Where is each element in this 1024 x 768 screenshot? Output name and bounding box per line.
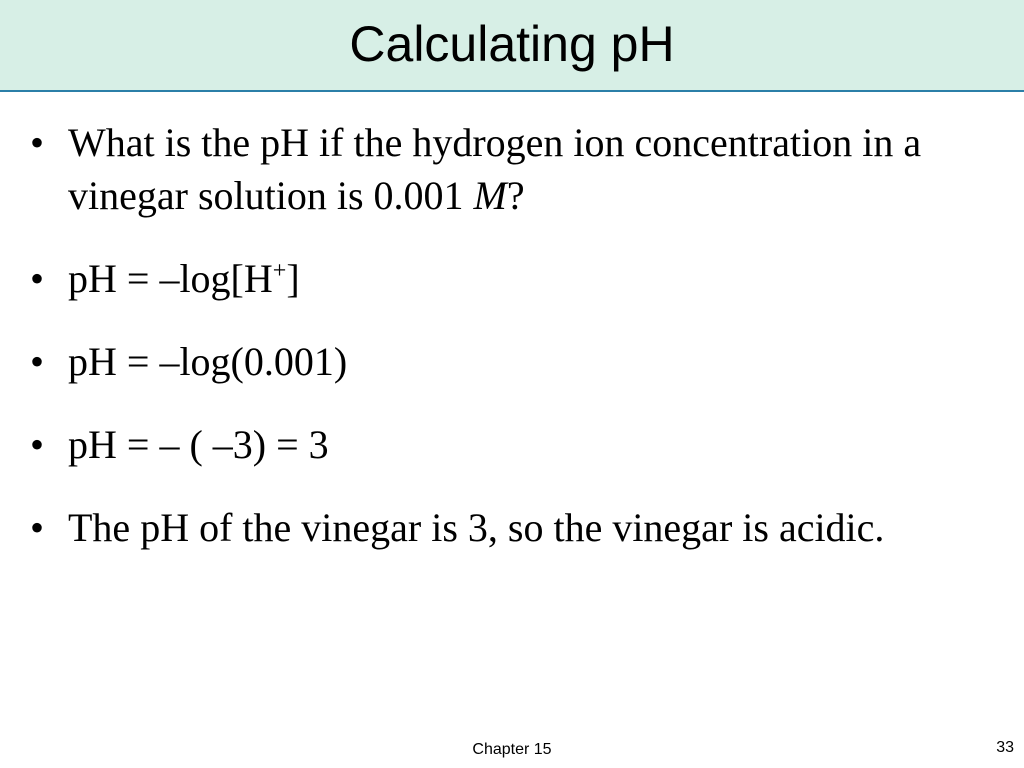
bullet-result [30, 418, 990, 471]
bullet-text: What is the pH if the hydrogen ion concentration in a vinegar solution is 0.001 [68, 120, 922, 218]
bullet-suffix: ] [286, 256, 300, 301]
bullet-question [30, 116, 990, 222]
bullet-substitution [30, 335, 990, 388]
bullet-text: pH = –log[H [68, 256, 273, 301]
bullet-formula [30, 252, 990, 305]
molarity-unit: M [473, 173, 507, 218]
superscript-plus: + [272, 258, 287, 284]
bullet-text: pH = –log(0.001) [68, 339, 348, 384]
bullet-text: pH = – ( –3) = 3 [68, 422, 329, 467]
title-bar [0, 0, 1024, 92]
bullet-suffix: ? [506, 173, 525, 218]
slide-title: Calculating pH [349, 16, 675, 72]
bullet-dot: • [30, 505, 45, 550]
bullet-dot: • [30, 422, 45, 467]
slide-number: 33 [996, 739, 1014, 756]
bullet-dot: • [30, 339, 45, 384]
footer-chapter: Chapter 15 [472, 741, 552, 758]
bullet-text: The pH of the vinegar is 3, so the vinegar is acidic. [68, 505, 885, 550]
bullet-dot: • [30, 120, 45, 165]
slide-content [30, 116, 990, 584]
bullet-dot: • [30, 256, 45, 301]
bullet-conclusion [30, 501, 990, 554]
